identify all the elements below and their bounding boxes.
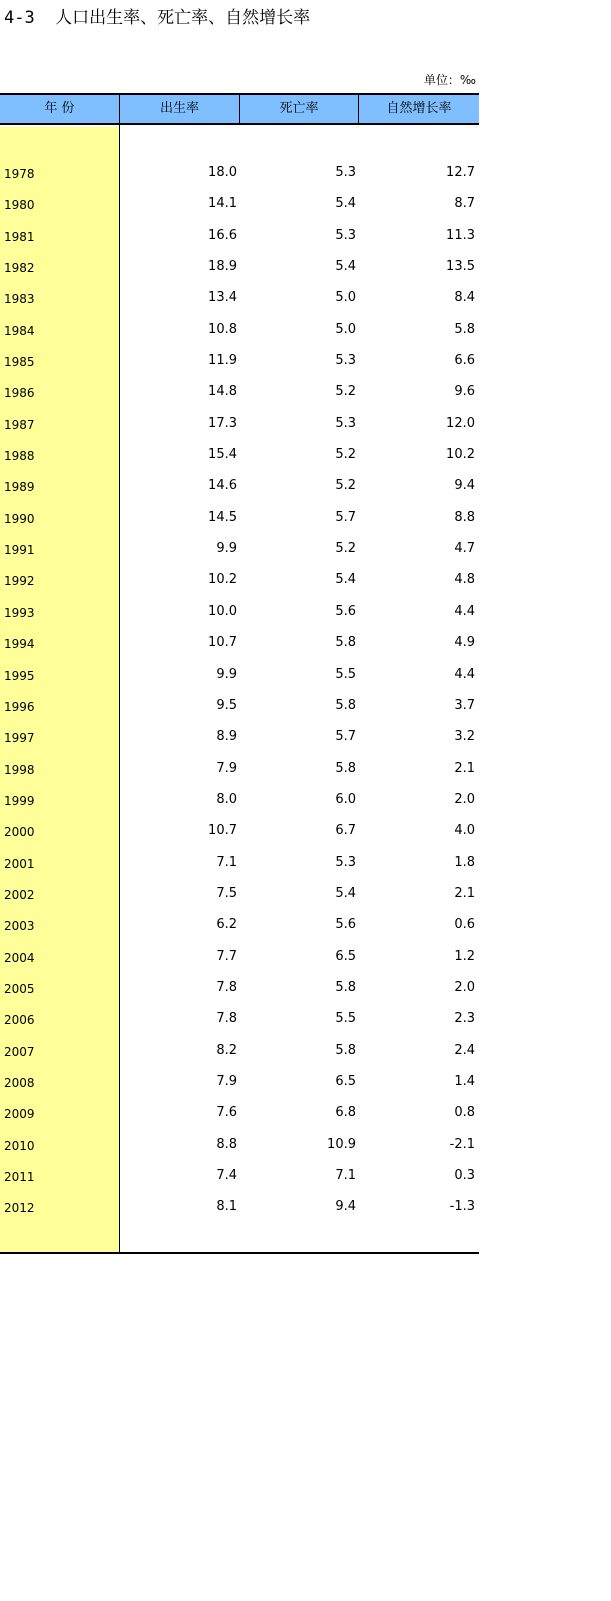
growth-rate-cell: 8.4 [454, 290, 475, 306]
table-row [0, 1007, 479, 1038]
year-cell: 2004 [4, 950, 35, 965]
death-rate-cell: 5.3 [335, 854, 356, 870]
growth-rate-cell: 4.9 [454, 635, 475, 651]
death-rate-cell: 5.3 [335, 165, 356, 180]
year-cell: 2012 [4, 1201, 35, 1216]
death-rate-cell: 5.0 [335, 290, 356, 306]
birth-rate-cell: 13.4 [208, 290, 237, 306]
header-death-rate: 死亡率 [240, 95, 359, 123]
year-cell: 2010 [4, 1138, 35, 1153]
table-row [0, 788, 479, 819]
table-row [0, 631, 479, 662]
year-cell: 2009 [4, 1107, 35, 1122]
table-row [0, 1164, 479, 1195]
year-cell: 1988 [4, 449, 35, 464]
table-row [0, 757, 479, 788]
death-rate-cell: 5.3 [335, 227, 356, 243]
birth-rate-cell: 7.9 [216, 760, 237, 776]
year-cell: 1995 [4, 668, 35, 683]
death-rate-cell: 5.0 [335, 321, 356, 337]
death-rate-cell: 5.6 [335, 603, 356, 619]
table-header [0, 93, 479, 125]
death-rate-cell: 6.8 [335, 1105, 356, 1121]
year-cell: 1998 [4, 762, 35, 777]
year-cell: 1994 [4, 637, 35, 652]
growth-rate-cell: 4.0 [454, 823, 475, 839]
growth-rate-cell: 2.1 [454, 760, 475, 776]
growth-rate-cell: 3.7 [454, 697, 475, 713]
birth-rate-cell: 8.0 [216, 791, 237, 807]
table-row [0, 819, 479, 850]
year-cell: 1990 [4, 511, 35, 526]
birth-rate-cell: 9.9 [216, 666, 237, 682]
table-row [0, 1195, 479, 1226]
table-row [0, 1101, 479, 1132]
birth-rate-cell: 10.7 [208, 823, 237, 839]
table-body [0, 161, 479, 1227]
header-birth-rate: 出生率 [120, 95, 240, 123]
header-year: 年 份 [0, 95, 120, 123]
table-row [0, 663, 479, 694]
table-row [0, 913, 479, 944]
death-rate-cell: 5.8 [335, 979, 356, 995]
table-row [0, 945, 479, 976]
death-rate-cell: 5.2 [335, 384, 356, 400]
death-rate-cell: 5.8 [335, 697, 356, 713]
year-cell: 2007 [4, 1044, 35, 1059]
year-cell: 1996 [4, 699, 35, 714]
birth-rate-cell: 14.6 [208, 478, 237, 494]
growth-rate-cell: 6.6 [454, 353, 475, 369]
table-row [0, 255, 479, 286]
table-bottom-border [0, 1252, 479, 1254]
growth-rate-cell: 8.8 [454, 509, 475, 525]
table-row [0, 349, 479, 380]
year-cell: 2003 [4, 919, 35, 934]
birth-rate-cell: 18.0 [208, 165, 237, 180]
year-cell: 1983 [4, 292, 35, 307]
year-cell: 1999 [4, 793, 35, 808]
growth-rate-cell: 10.2 [446, 447, 475, 463]
growth-rate-cell: 3.2 [454, 729, 475, 745]
year-cell: 2008 [4, 1075, 35, 1090]
death-rate-cell: 5.8 [335, 1042, 356, 1058]
table-row [0, 1070, 479, 1101]
birth-rate-cell: 18.9 [208, 259, 237, 275]
growth-rate-cell: 0.6 [454, 917, 475, 933]
growth-rate-cell: 12.0 [446, 415, 475, 431]
table-row [0, 537, 479, 568]
birth-rate-cell: 7.4 [216, 1168, 237, 1183]
birth-rate-cell: 17.3 [208, 415, 237, 431]
birth-rate-cell: 7.5 [216, 885, 237, 901]
birth-rate-cell: 7.8 [216, 979, 237, 995]
birth-rate-cell: 7.1 [216, 854, 237, 870]
death-rate-cell: 5.3 [335, 353, 356, 369]
growth-rate-cell: 11.3 [446, 227, 475, 243]
growth-rate-cell: 2.3 [454, 1011, 475, 1027]
death-rate-cell: 5.3 [335, 415, 356, 431]
death-rate-cell: 5.7 [335, 729, 356, 745]
year-cell: 1989 [4, 480, 35, 495]
year-cell: 1987 [4, 417, 35, 432]
growth-rate-cell: 1.2 [454, 948, 475, 964]
growth-rate-cell: 13.5 [446, 259, 475, 275]
growth-rate-cell: 9.4 [454, 478, 475, 494]
header-natural-growth-rate: 自然增长率 [386, 101, 452, 116]
death-rate-cell: 5.7 [335, 509, 356, 525]
death-rate-cell: 9.4 [335, 1199, 356, 1215]
year-cell: 1978 [4, 167, 35, 181]
birth-rate-cell: 14.8 [208, 384, 237, 400]
table-row [0, 412, 479, 443]
death-rate-cell: 6.5 [335, 1073, 356, 1089]
growth-rate-cell: 0.8 [454, 1105, 475, 1121]
table-row [0, 192, 479, 223]
year-cell: 1981 [4, 229, 35, 244]
table-row [0, 725, 479, 756]
growth-rate-cell: 2.0 [454, 979, 475, 995]
table-row [0, 474, 479, 505]
birth-rate-cell: 7.9 [216, 1073, 237, 1089]
year-cell: 2000 [4, 825, 35, 840]
year-cell: 2005 [4, 981, 35, 996]
growth-rate-cell: 1.4 [454, 1073, 475, 1089]
death-rate-cell: 7.1 [335, 1168, 356, 1183]
growth-rate-cell: 2.4 [454, 1042, 475, 1058]
birth-rate-cell: 10.8 [208, 321, 237, 337]
death-rate-cell: 6.7 [335, 823, 356, 839]
death-rate-cell: 5.5 [335, 666, 356, 682]
birth-rate-cell: 10.0 [208, 603, 237, 619]
birth-rate-cell: 15.4 [208, 447, 237, 463]
year-cell: 1993 [4, 605, 35, 620]
death-rate-cell: 5.4 [335, 259, 356, 275]
table-row [0, 443, 479, 474]
table-row [0, 694, 479, 725]
growth-rate-cell: 0.3 [454, 1168, 475, 1183]
growth-rate-cell: 2.0 [454, 791, 475, 807]
growth-rate-cell: 2.1 [454, 885, 475, 901]
birth-rate-cell: 16.6 [208, 227, 237, 243]
year-cell: 2002 [4, 887, 35, 902]
birth-rate-cell: 10.7 [208, 635, 237, 651]
death-rate-cell: 5.4 [335, 572, 356, 588]
death-rate-cell: 5.2 [335, 478, 356, 494]
table-row [0, 600, 479, 631]
year-cell: 1997 [4, 731, 35, 746]
year-cell: 1985 [4, 355, 35, 370]
birth-rate-cell: 7.6 [216, 1105, 237, 1121]
growth-rate-cell: 1.8 [454, 854, 475, 870]
death-rate-cell: 6.0 [335, 791, 356, 807]
table-row [0, 286, 479, 317]
table-row [0, 318, 479, 349]
table-row [0, 568, 479, 599]
birth-rate-cell: 10.2 [208, 572, 237, 588]
death-rate-cell: 5.4 [335, 885, 356, 901]
year-cell: 1991 [4, 543, 35, 558]
table-row [0, 1039, 479, 1070]
birth-rate-cell: 11.9 [208, 353, 237, 369]
table-row [0, 161, 479, 192]
year-cell: 1980 [4, 198, 35, 213]
birth-rate-cell: 14.5 [208, 509, 237, 525]
year-cell: 2011 [4, 1170, 35, 1184]
birth-rate-cell: 8.8 [216, 1136, 237, 1152]
year-cell: 2001 [4, 856, 35, 871]
growth-rate-cell: 4.4 [454, 603, 475, 619]
birth-rate-cell: 7.8 [216, 1011, 237, 1027]
death-rate-cell: 10.9 [327, 1136, 356, 1152]
birth-rate-cell: 14.1 [208, 196, 237, 212]
death-rate-cell: 5.8 [335, 760, 356, 776]
table-row [0, 1133, 479, 1164]
year-cell: 2006 [4, 1013, 35, 1028]
birth-rate-cell: 9.5 [216, 697, 237, 713]
year-cell: 1982 [4, 261, 35, 276]
death-rate-cell: 5.2 [335, 541, 356, 557]
birth-rate-cell: 9.9 [216, 541, 237, 557]
death-rate-cell: 5.8 [335, 635, 356, 651]
growth-rate-cell: -2.1 [449, 1136, 475, 1152]
birth-rate-cell: 8.9 [216, 729, 237, 745]
table-row [0, 851, 479, 882]
table-row [0, 976, 479, 1007]
death-rate-cell: 5.6 [335, 917, 356, 933]
death-rate-cell: 5.2 [335, 447, 356, 463]
growth-rate-cell: 4.7 [454, 541, 475, 557]
death-rate-cell: 5.4 [335, 196, 356, 212]
growth-rate-cell: 12.7 [446, 165, 475, 180]
growth-rate-cell: 4.8 [454, 572, 475, 588]
year-cell: 1984 [4, 323, 35, 338]
death-rate-cell: 5.5 [335, 1011, 356, 1027]
growth-rate-cell: 5.8 [454, 321, 475, 337]
page-title: 4-3 人口出生率、死亡率、自然增长率 [4, 8, 311, 28]
growth-rate-cell: 8.7 [454, 196, 475, 212]
unit-label: 单位：‰ [423, 73, 476, 87]
year-cell: 1992 [4, 574, 35, 589]
table-row [0, 380, 479, 411]
birth-rate-cell: 7.7 [216, 948, 237, 964]
table-row [0, 224, 479, 255]
birth-rate-cell: 6.2 [216, 917, 237, 933]
growth-rate-cell: -1.3 [449, 1199, 475, 1215]
year-cell: 1986 [4, 386, 35, 401]
growth-rate-cell: 9.6 [454, 384, 475, 400]
birth-rate-cell: 8.2 [216, 1042, 237, 1058]
birth-rate-cell: 8.1 [216, 1199, 237, 1215]
table-row [0, 882, 479, 913]
table-row [0, 506, 479, 537]
death-rate-cell: 6.5 [335, 948, 356, 964]
growth-rate-cell: 4.4 [454, 666, 475, 682]
